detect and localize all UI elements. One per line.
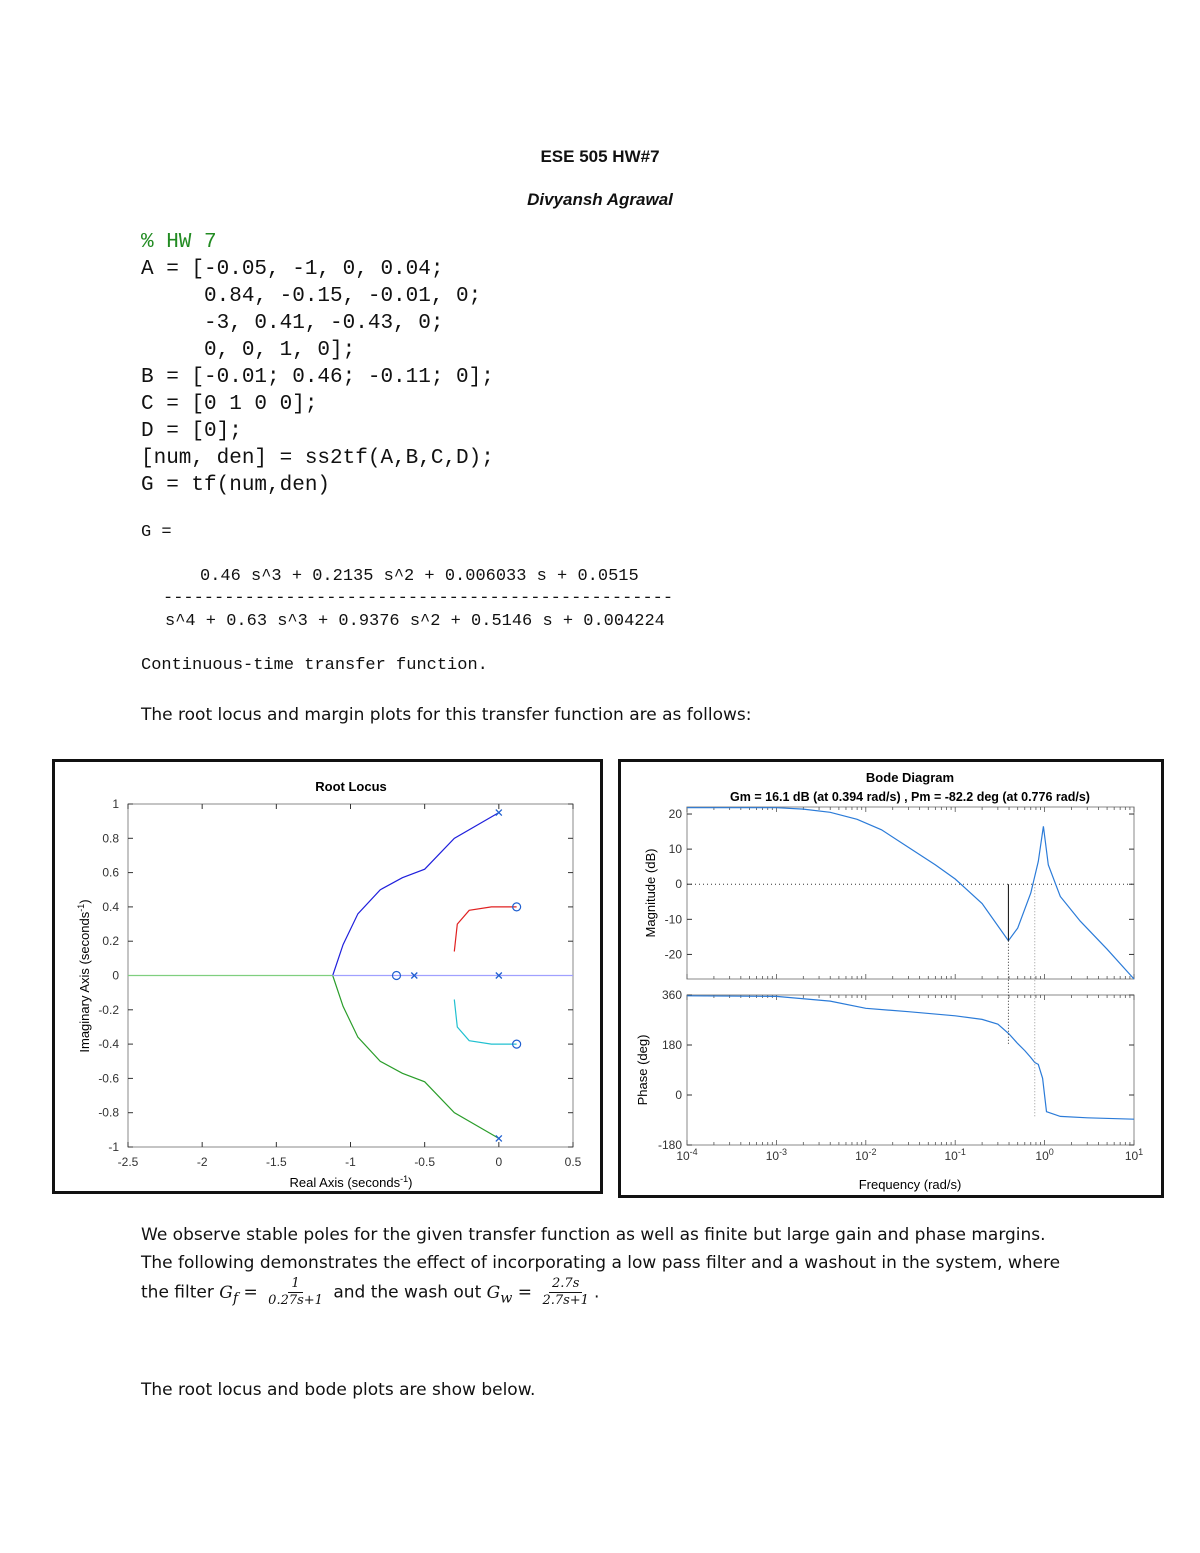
document-author: Divyansh Agrawal [527, 190, 673, 209]
x-tick-label: $10^0$ [1035, 1147, 1054, 1163]
gw-fraction: $\frac{2.7s}{2.7s+1}$ [542, 1276, 589, 1308]
x-tick-label: 0.5 [564, 1155, 582, 1169]
matlab-code-block [141, 229, 494, 499]
chart-subtitle: Gm = 16.1 dB (at 0.394 rad/s) , Pm = -82.2 deg (at 0.776 rad/s) [730, 790, 1090, 804]
magnitude-tick-label: 0 [675, 877, 682, 892]
x-tick-label: 0 [495, 1155, 503, 1169]
y-tick-label: -0.8 [98, 1105, 119, 1120]
x-tick-label: -1.5 [265, 1155, 287, 1169]
magnitude-tick-label: -10 [664, 912, 682, 927]
transfer-numerator: 0.46 s^3 + 0.2135 s^2 + 0.006033 s + 0.0515 [200, 567, 639, 586]
code-comment: % HW 7 [141, 231, 217, 254]
chart-title: Bode Diagram [865, 770, 955, 785]
phase-tick-label: -180 [657, 1138, 682, 1152]
output-label: G = [141, 523, 172, 542]
gw-symbol: $G_w$ [486, 1282, 513, 1306]
transfer-denominator: s^4 + 0.63 s^3 + 0.9376 s^2 + 0.5146 s + 0.004224 [165, 612, 665, 631]
code-line: 0.84, -0.15, -0.01, 0; [141, 285, 482, 308]
x-tick-label: -1 [345, 1155, 356, 1169]
x-tick-label: $10^{-2}$ [855, 1147, 877, 1163]
y-tick-label: -0.6 [98, 1071, 119, 1086]
y-tick-label: 0 [112, 968, 119, 983]
x-axis-label: Frequency (rad/s) [858, 1177, 962, 1192]
y-tick-label: 0.6 [102, 865, 119, 880]
output-note: Continuous-time transfer function. [141, 656, 488, 675]
y-tick-label: 0.2 [102, 934, 119, 949]
discussion-paragraph: We observe stable poles for the given transfer function as well as finite but large gain and phase margins. The following demonstrates the effect of incorporating a low pass filter and a washout in the system, where the filter $G_f$ = $\frac{1}{0.27s+1}$ and the wash out $G_w$ = $\frac{2.7s}{2.7s+1}$ . [141, 1225, 1061, 1308]
code-line: -3, 0.41, -0.43, 0; [141, 312, 444, 335]
code-line: A = [-0.05, -1, 0, 0.04; [141, 258, 444, 281]
code-line: D = [0]; [141, 420, 242, 443]
y-tick-label: -1 [108, 1140, 119, 1154]
y-tick-label: -0.2 [98, 1002, 119, 1017]
code-line: B = [-0.01; 0.46; -0.11; 0]; [141, 366, 494, 389]
magnitude-tick-label: 20 [668, 807, 682, 822]
code-line: C = [0 1 0 0]; [141, 393, 318, 416]
root-locus-figure [52, 759, 603, 1194]
gf-symbol: $G_f$ [219, 1282, 239, 1306]
code-line: [num, den] = ss2tf(A,B,C,D); [141, 447, 494, 470]
y-tick-label: 0.8 [102, 831, 119, 846]
phase-tick-label: 180 [661, 1038, 682, 1052]
root-locus-chart [55, 762, 600, 1191]
bode-figure [618, 759, 1164, 1198]
transfer-divider: -------------------------------------------------- [163, 589, 674, 608]
document-title: ESE 505 HW#7 [540, 147, 660, 166]
x-tick-label: $10^{-4}$ [676, 1147, 698, 1163]
x-tick-label: $10^{-1}$ [944, 1147, 966, 1163]
y-tick-label: -0.4 [98, 1037, 119, 1052]
phase-tick-label: 0 [675, 1088, 682, 1102]
y-tick-label: 1 [112, 797, 119, 811]
magnitude-plot-area [687, 807, 1134, 979]
x-tick-label: -0.5 [414, 1155, 436, 1169]
magnitude-tick-label: -20 [664, 947, 682, 962]
code-line: G = tf(num,den) [141, 474, 331, 497]
phase-plot-area [687, 995, 1134, 1145]
code-line: 0, 0, 1, 0]; [141, 339, 356, 362]
phase-axis-label: Phase (deg) [635, 1034, 650, 1106]
x-tick-label: -2.5 [117, 1155, 139, 1169]
gf-fraction: $\frac{1}{0.27s+1}$ [268, 1276, 323, 1308]
magnitude-axis-label: Magnitude (dB) [643, 848, 658, 938]
closing-paragraph: The root locus and bode plots are show below. [141, 1380, 536, 1400]
chart-title: Root Locus [315, 779, 387, 794]
bode-chart [621, 762, 1161, 1195]
x-tick-label: $10^{-3}$ [765, 1147, 788, 1163]
x-axis-label: Real Axis (seconds$^{-1}$) [289, 1174, 413, 1190]
y-axis-label: Imaginary Axis (seconds$^{-1}$) [76, 899, 92, 1053]
intro-paragraph: The root locus and margin plots for this transfer function are as follows: [141, 705, 752, 725]
x-tick-label: $10^1$ [1124, 1147, 1144, 1163]
x-tick-label: -2 [196, 1155, 208, 1169]
magnitude-tick-label: 10 [668, 842, 682, 857]
phase-tick-label: 360 [661, 988, 682, 1002]
y-tick-label: 0.4 [102, 899, 119, 914]
